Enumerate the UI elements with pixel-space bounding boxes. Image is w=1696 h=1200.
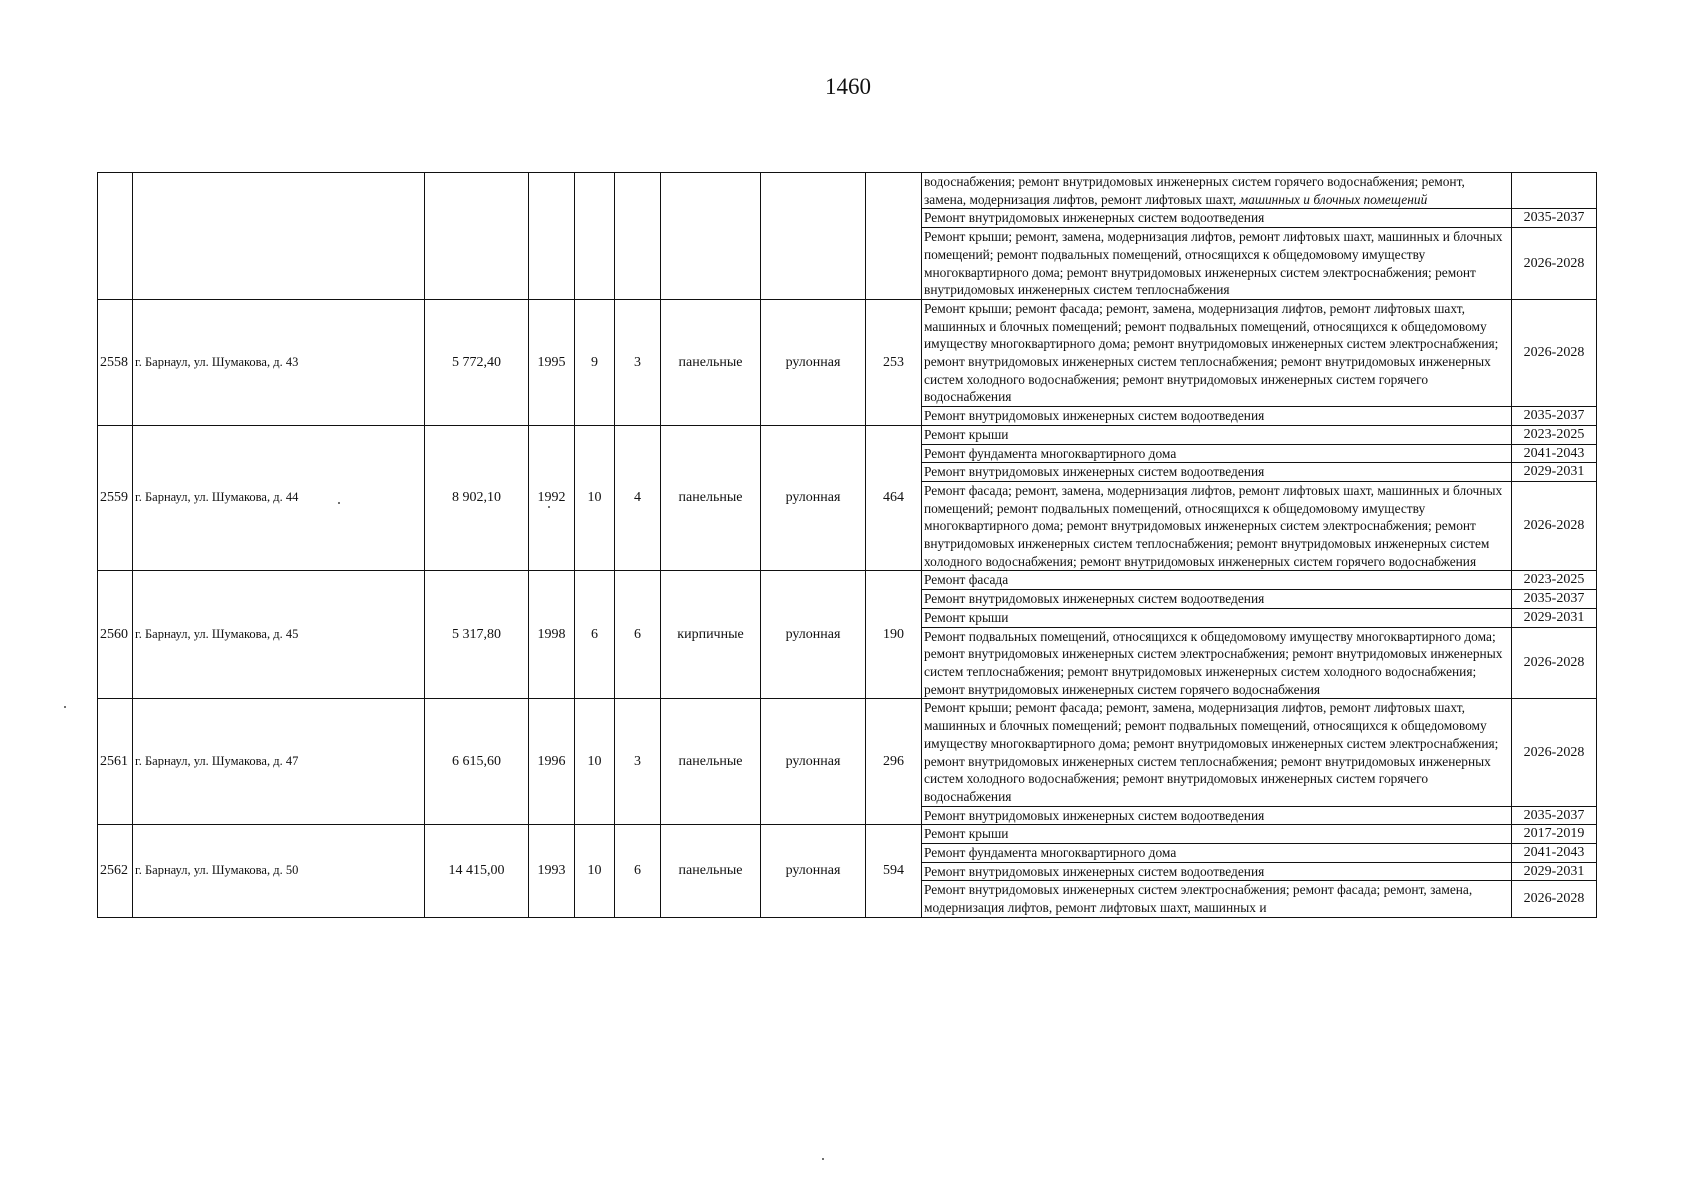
entrances-cell — [615, 173, 661, 300]
floors-cell — [575, 173, 615, 300]
work-description: Ремонт крыши — [922, 425, 1512, 444]
building-year: 1995 — [529, 299, 575, 425]
building-roof: рулонная — [761, 299, 866, 425]
work-description: Ремонт подвальных помещений, относящихся к общедомовому имуществу многоквартирного дома; ремонт внутридомовых инженерных систем электроснабжения; ремонт внутридомовых инженерных систем теплоснабжения; ремонт внутридомовых инженерных систем холодного водоснабжения; ремонт внутридомовых инженерных систем горячего водоснабжения — [922, 627, 1512, 699]
capital-repair-table — [97, 172, 1597, 918]
building-entrances: 3 — [615, 299, 661, 425]
work-period: 2041-2043 — [1512, 844, 1597, 863]
building-floors: 9 — [575, 299, 615, 425]
work-period: 2029-2031 — [1512, 463, 1597, 482]
work-description: Ремонт крыши; ремонт фасада; ремонт, замена, модернизация лифтов, ремонт лифтовых шахт, машинных и блочных помещений; ремонт подвальных помещений, относящихся к общедомовому имуществу многоквартирного дома; ремонт внутридомовых инженерных систем электроснабжения; ремонт внутридомовых инженерных систем теплоснабжения; ремонт внутридомовых инженерных систем холодного водоснабжения; ремонт внутридомовых инженерных систем горячего водоснабжения — [922, 299, 1512, 406]
work-description: Ремонт внутридомовых инженерных систем водоотведения — [922, 590, 1512, 609]
work-text-italic: машинных и блочных помещений — [1239, 191, 1428, 207]
building-address: г. Барнаул, ул. Шумакова, д. 43 — [133, 299, 425, 425]
work-period: 2026-2028 — [1512, 627, 1597, 699]
work-period — [1512, 173, 1597, 209]
work-period: 2029-2031 — [1512, 608, 1597, 627]
building-area: 14 415,00 — [425, 825, 529, 918]
work-text: водоснабжения; ремонт внутридомовых инженерных систем горячего водоснабжения; ремонт, замена, модернизация лифтов, ремонт лифтовых шахт, — [924, 174, 1465, 207]
work-description — [922, 173, 1512, 209]
work-text: Ремонт крыши; ремонт, замена, модернизация лифтов, ремонт лифтовых шахт, машинных и блочных помещений; ремонт подвальных помещений, относящихся к общедомовому имуществу многоквартирного дома; ремонт внутридомовых инженерных систем электроснабжения; ремонт внутридомовых инженерных систем теплоснабжения — [924, 229, 1503, 298]
table-row — [98, 299, 1597, 406]
work-period: 2035-2037 — [1512, 590, 1597, 609]
building-floors: 10 — [575, 699, 615, 825]
work-description: Ремонт крыши — [922, 608, 1512, 627]
building-area: 5 772,40 — [425, 299, 529, 425]
building-address: г. Барнаул, ул. Шумакова, д. 44 — [133, 425, 425, 571]
work-period: 2035-2037 — [1512, 209, 1597, 228]
building-roof: рулонная — [761, 425, 866, 571]
building-entrances: 3 — [615, 699, 661, 825]
roof-cell — [761, 173, 866, 300]
work-description: Ремонт внутридомовых инженерных систем водоотведения — [922, 862, 1512, 881]
building-roof: рулонная — [761, 571, 866, 699]
building-year: 1992 — [529, 425, 575, 571]
table-row — [98, 699, 1597, 806]
building-walls: панельные — [661, 425, 761, 571]
address-cell — [133, 173, 425, 300]
building-area: 6 615,60 — [425, 699, 529, 825]
building-residents: 190 — [866, 571, 922, 699]
building-entrances: 4 — [615, 425, 661, 571]
scan-speck — [64, 706, 66, 708]
residents-cell — [866, 173, 922, 300]
building-roof: рулонная — [761, 699, 866, 825]
work-period: 2026-2028 — [1512, 228, 1597, 300]
work-period: 2029-2031 — [1512, 862, 1597, 881]
building-walls: кирпичные — [661, 571, 761, 699]
work-description: Ремонт внутридомовых инженерных систем электроснабжения; ремонт фасада; ремонт, замена, модернизация лифтов, ремонт лифтовых шахт, машинных и — [922, 881, 1512, 917]
building-year: 1993 — [529, 825, 575, 918]
work-description — [922, 228, 1512, 300]
work-period: 2041-2043 — [1512, 444, 1597, 463]
building-entrances: 6 — [615, 825, 661, 918]
building-year: 1998 — [529, 571, 575, 699]
building-number: 2559 — [98, 425, 133, 571]
work-description: Ремонт фасада — [922, 571, 1512, 590]
work-description: Ремонт внутридомовых инженерных систем водоотведения — [922, 806, 1512, 825]
work-period: 2026-2028 — [1512, 481, 1597, 571]
building-floors: 10 — [575, 825, 615, 918]
area-cell — [425, 173, 529, 300]
building-residents: 464 — [866, 425, 922, 571]
work-description: Ремонт внутридомовых инженерных систем водоотведения — [922, 463, 1512, 482]
work-period: 2017-2019 — [1512, 825, 1597, 844]
building-number: 2558 — [98, 299, 133, 425]
building-address: г. Барнаул, ул. Шумакова, д. 45 — [133, 571, 425, 699]
work-period: 2023-2025 — [1512, 571, 1597, 590]
building-number: 2560 — [98, 571, 133, 699]
building-walls: панельные — [661, 299, 761, 425]
building-address: г. Барнаул, ул. Шумакова, д. 50 — [133, 825, 425, 918]
work-description: Ремонт крыши — [922, 825, 1512, 844]
building-roof: рулонная — [761, 825, 866, 918]
scan-speck — [338, 502, 340, 504]
work-description — [922, 209, 1512, 228]
building-walls: панельные — [661, 825, 761, 918]
building-area: 5 317,80 — [425, 571, 529, 699]
building-residents: 594 — [866, 825, 922, 918]
work-period: 2035-2037 — [1512, 806, 1597, 825]
work-description: Ремонт фундамента многоквартирного дома — [922, 844, 1512, 863]
page-number: 1460 — [825, 74, 871, 99]
work-period: 2026-2028 — [1512, 881, 1597, 917]
work-description: Ремонт фундамента многоквартирного дома — [922, 444, 1512, 463]
year-cell — [529, 173, 575, 300]
building-walls: панельные — [661, 699, 761, 825]
work-period: 2035-2037 — [1512, 407, 1597, 426]
building-number: 2561 — [98, 699, 133, 825]
building-residents: 253 — [866, 299, 922, 425]
scan-speck — [548, 506, 550, 508]
walls-cell — [661, 173, 761, 300]
building-residents: 296 — [866, 699, 922, 825]
building-area: 8 902,10 — [425, 425, 529, 571]
building-address: г. Барнаул, ул. Шумакова, д. 47 — [133, 699, 425, 825]
work-description: Ремонт фасада; ремонт, замена, модернизация лифтов, ремонт лифтовых шахт, машинных и блочных помещений; ремонт подвальных помещений, относящихся к общедомовому имуществу многоквартирного дома; ремонт внутридомовых инженерных систем электроснабжения; ремонт внутридомовых инженерных систем теплоснабжения; ремонт внутридомовых инженерных систем холодного водоснабжения; ремонт внутридомовых инженерных систем горячего водоснабжения — [922, 481, 1512, 571]
building-number: 2562 — [98, 825, 133, 918]
building-entrances: 6 — [615, 571, 661, 699]
table-row — [98, 825, 1597, 844]
work-description: Ремонт внутридомовых инженерных систем водоотведения — [922, 407, 1512, 426]
table-row — [98, 571, 1597, 590]
work-period: 2023-2025 — [1512, 425, 1597, 444]
building-floors: 10 — [575, 425, 615, 571]
num-cell — [98, 173, 133, 300]
building-year: 1996 — [529, 699, 575, 825]
building-floors: 6 — [575, 571, 615, 699]
work-period: 2026-2028 — [1512, 699, 1597, 806]
scan-speck — [822, 1158, 824, 1160]
work-description: Ремонт крыши; ремонт фасада; ремонт, замена, модернизация лифтов, ремонт лифтовых шахт, машинных и блочных помещений; ремонт подвальных помещений, относящихся к общедомовому имуществу многоквартирного дома; ремонт внутридомовых инженерных систем электроснабжения; ремонт внутридомовых инженерных систем теплоснабжения; ремонт внутридомовых инженерных систем холодного водоснабжения; ремонт внутридомовых инженерных систем горячего водоснабжения — [922, 699, 1512, 806]
table-row — [98, 173, 1597, 209]
work-text: Ремонт внутридомовых инженерных систем водоотведения — [924, 210, 1265, 226]
work-period: 2026-2028 — [1512, 299, 1597, 406]
table-row — [98, 425, 1597, 444]
